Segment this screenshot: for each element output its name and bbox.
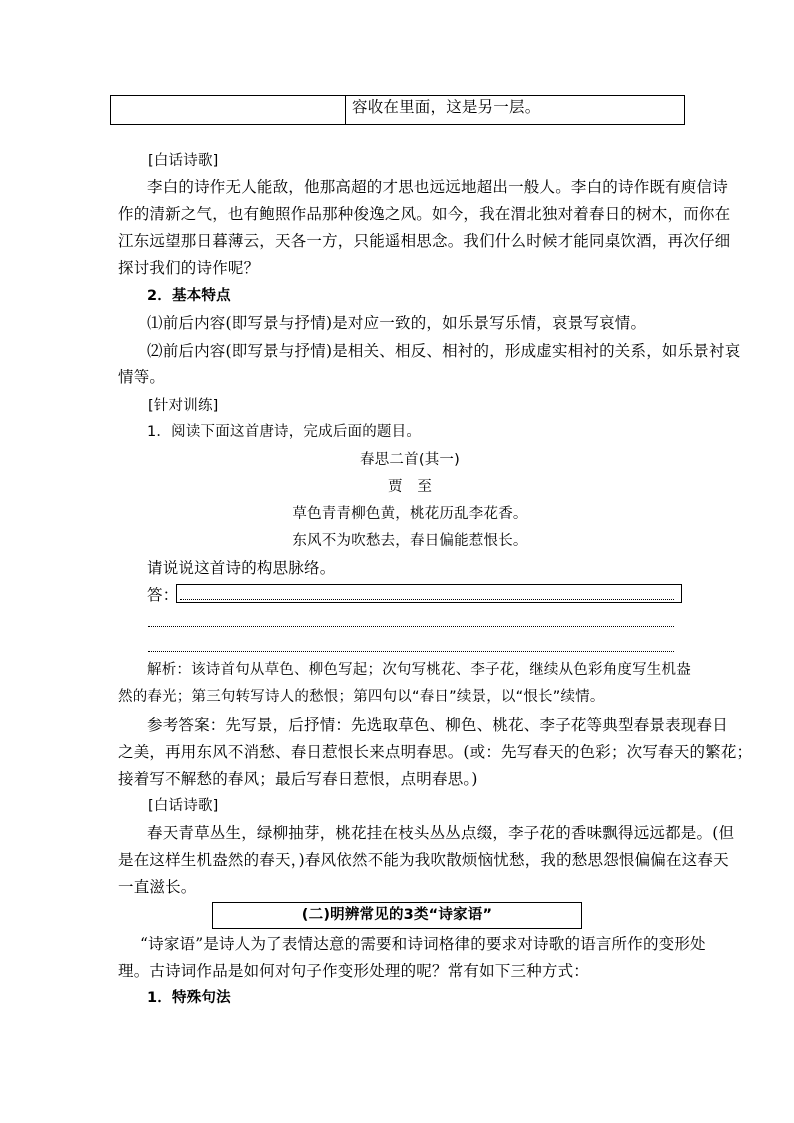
training-question: 1．阅读下面这首唐诗，完成后面的题目。 <box>147 424 422 440</box>
answer-line-3[interactable] <box>148 651 674 652</box>
reference-line-2: 之美，再用东风不消愁、春日惹恨长来点明春思。(或：先写春天的色彩；次写春天的繁花； <box>118 743 753 761</box>
features-heading: 2．基本特点 <box>147 288 231 304</box>
top-table-right-cell: 容收在里面，这是另一层。 <box>352 98 541 116</box>
section2-para-line-3: 一直滋长。 <box>118 878 197 896</box>
section1-para-line-2: 作的清新之气，也有鲍照作品那种俊逸之风。如今，我在渭北独对着春日的树木，而你在 <box>118 205 731 223</box>
part2-heading: 1．特殊句法 <box>147 990 231 1006</box>
part2-title: (二)明辨常见的3类“诗家语” <box>301 907 493 923</box>
section1-para-line-4: 探讨我们的诗作呢？ <box>118 259 260 277</box>
reference-line-1: 参考答案：先写景，后抒情：先选取草色、柳色、桃花、李子花等典型春景表现春日 <box>147 716 728 734</box>
part2-intro-line-1: “诗家语”是诗人为了表情达意的需要和诗词格律的要求对诗歌的语言所作的变形处 <box>140 935 706 953</box>
training-label: [针对训练] <box>148 398 219 414</box>
section1-label: [白话诗歌] <box>148 153 219 169</box>
section2-label: [白话诗歌] <box>148 798 219 814</box>
section1-para-line-1: 李白的诗作无人能敌，他那高超的才思也远远地超出一般人。李白的诗作既有庾信诗 <box>147 178 728 196</box>
features-item-2-line-2: 情等。 <box>118 368 166 386</box>
part2-intro-line-2: 理。古诗词作品是如何对句子作变形处理的呢？常有如下三种方式： <box>118 962 590 980</box>
poem-author: 贾 至 <box>387 479 433 495</box>
answer-field[interactable] <box>176 584 682 603</box>
poem-line-1: 草色青青柳色黄，桃花历乱李花香。 <box>292 506 528 522</box>
answer-field-dots <box>180 599 674 600</box>
analysis-line-1: 解析：该诗首句从草色、柳色写起；次句写桃花、李子花，继续从色彩角度写生机盎 <box>147 662 691 678</box>
poem-title: 春思二首(其一) <box>360 452 460 468</box>
analysis-line-2: 然的春光；第三句转写诗人的愁恨；第四句以“春日”续景，以“恨长”续情。 <box>118 689 605 705</box>
poem-line-2: 东风不为吹愁去，春日偏能惹恨长。 <box>292 533 528 549</box>
training-prompt: 请说说这首诗的构思脉络。 <box>147 559 336 577</box>
top-table-divider <box>345 95 346 125</box>
features-item-1: ⑴前后内容(即写景与抒情)是对应一致的，如乐景写乐情，哀景写哀情。 <box>147 314 647 332</box>
section1-para-line-3: 江东远望那日暮薄云，天各一方，只能遥相思念。我们什么时候才能同桌饮酒，再次仔细 <box>118 232 731 250</box>
answer-label: 答： <box>147 586 179 604</box>
section2-para-line-1: 春天青草丛生，绿柳抽芽，桃花挂在枝头丛丛点缀，李子花的香味飘得远远都是。(但 <box>147 824 735 842</box>
features-item-2-line-1: ⑵前后内容(即写景与抒情)是相关、相反、相衬的，形成虚实相衬的关系，如乐景衬哀 <box>147 342 741 360</box>
answer-line-2[interactable] <box>148 626 674 627</box>
section2-para-line-2: 是在这样生机盎然的春天，)春风依然不能为我吹散烦恼忧愁，我的愁思怨恨偏偏在这春天 <box>118 851 729 869</box>
reference-line-3: 接着写不解愁的春风；最后写春日惹恨，点明春思。) <box>118 770 478 788</box>
